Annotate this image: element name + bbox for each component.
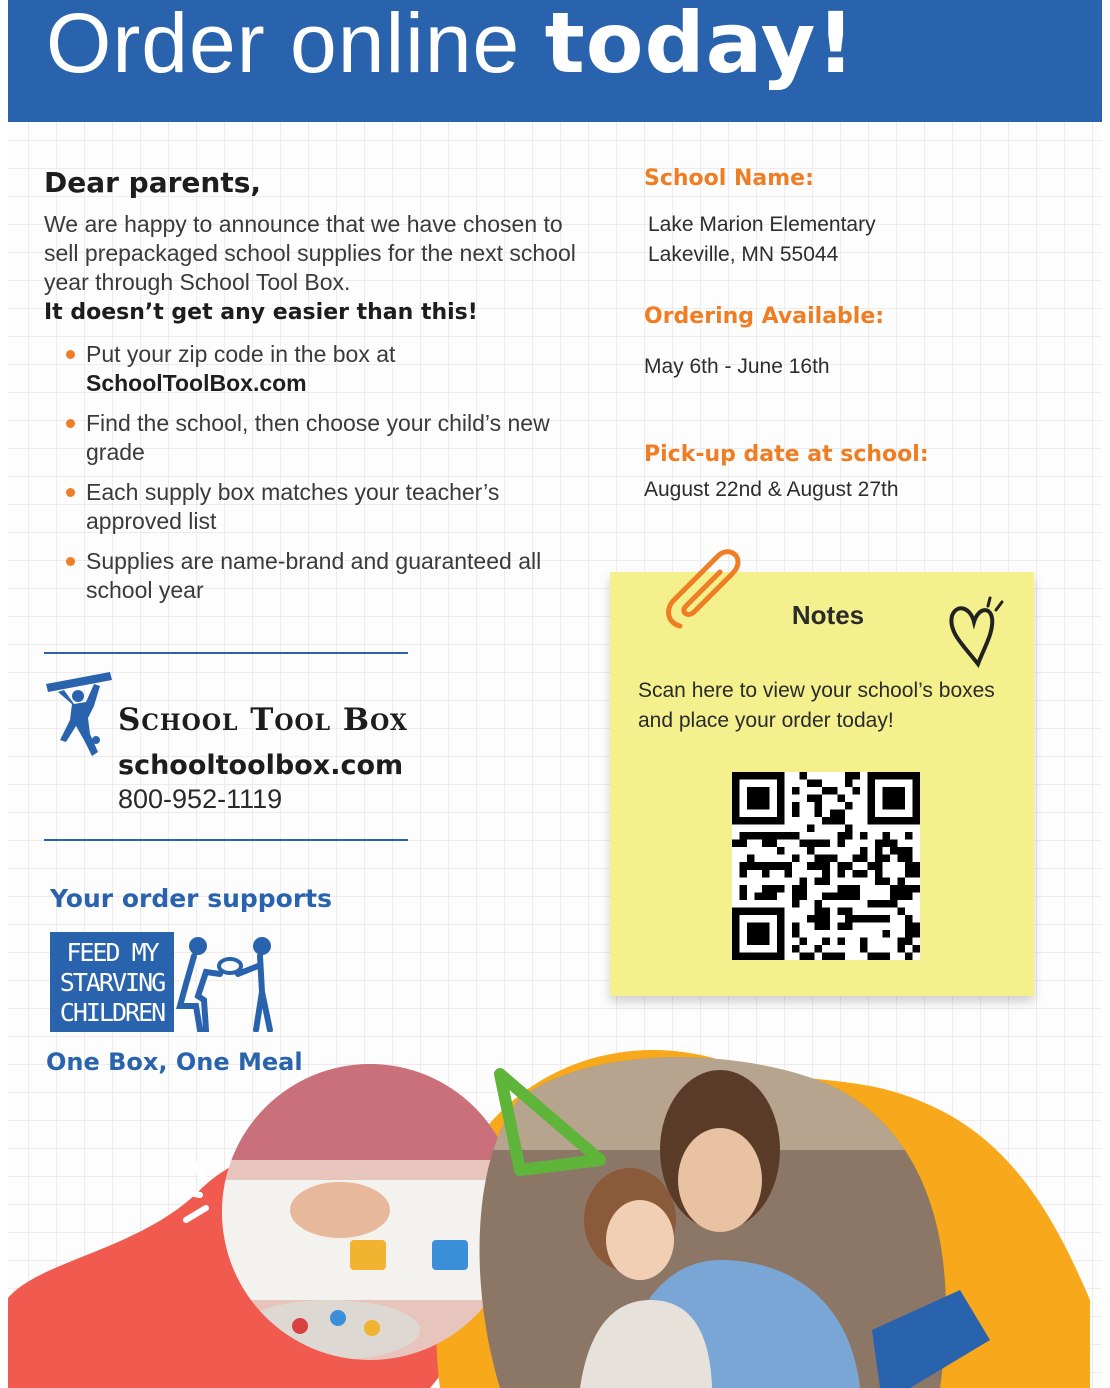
pickup-dates: August 22nd & August 27th (644, 478, 899, 501)
bullet-icon (66, 419, 75, 428)
photo-collage (0, 1030, 1110, 1388)
title-bold: today! (544, 0, 856, 92)
steps-list (64, 340, 564, 616)
list-item (64, 409, 564, 467)
page-title (46, 0, 856, 92)
logo-line: STARVING (59, 968, 165, 997)
header-banner (8, 0, 1102, 122)
logo-line: CHILDREN (59, 998, 165, 1027)
divider-top (44, 652, 408, 654)
supports-label: Your order supports (50, 884, 333, 913)
letter-greeting: Dear parents, (44, 166, 262, 199)
ordering-label: Ordering Available: (644, 304, 885, 329)
brand-url[interactable]: schooltoolbox.com (118, 750, 404, 781)
school-name-line2: Lakeville, MN 55044 (648, 243, 839, 266)
step-text: Put your zip code in the box at (86, 341, 396, 367)
step-text: Find the school, then choose your child’s new grade (86, 410, 550, 465)
qr-finder (867, 772, 920, 825)
giving-figures-icon (176, 934, 280, 1032)
list-item (64, 340, 564, 398)
heart-doodle-icon (944, 596, 1006, 668)
qr-code[interactable] (732, 772, 920, 960)
letter-tagline: It doesn’t get any easier than this! (44, 300, 478, 325)
list-item (64, 478, 564, 536)
brand-phone: 800-952-1119 (118, 784, 283, 814)
title-light: Order online (46, 0, 545, 90)
bullet-icon (66, 557, 75, 566)
school-name-label: School Name: (644, 166, 814, 191)
logo-line: FEED MY (66, 938, 158, 967)
list-item (64, 547, 564, 605)
charity-slogan: One Box, One Meal (46, 1048, 303, 1076)
step-text: Supplies are name-brand and guaranteed all school year (86, 548, 542, 603)
step-text: Each supply box matches your teacher’s approved list (86, 479, 500, 534)
note-body: Scan here to view your school’s boxes and place your order today! (638, 679, 995, 732)
bullet-icon (66, 350, 75, 359)
bullet-icon (66, 488, 75, 497)
qr-finder (732, 772, 785, 825)
school-name-line1: Lake Marion Elementary (648, 213, 876, 236)
charity-logo-text (50, 938, 174, 1028)
divider-bottom (44, 839, 408, 841)
qr-finder (732, 907, 785, 960)
feed-my-starving-children-logo (50, 932, 174, 1032)
note-title: Notes (791, 600, 865, 630)
school-tool-box-logo-icon (44, 670, 114, 760)
letter-intro: We are happy to announce that we have chosen to sell prepackaged school supplies for the next school year through School Tool Box. (44, 211, 576, 295)
step-link-text: SchoolToolBox.com (86, 370, 307, 396)
pickup-label: Pick-up date at school: (644, 442, 929, 467)
ordering-dates: May 6th - June 16th (644, 355, 830, 378)
paperclip-icon (660, 542, 744, 632)
brand-name: School Tool Box (118, 702, 408, 738)
